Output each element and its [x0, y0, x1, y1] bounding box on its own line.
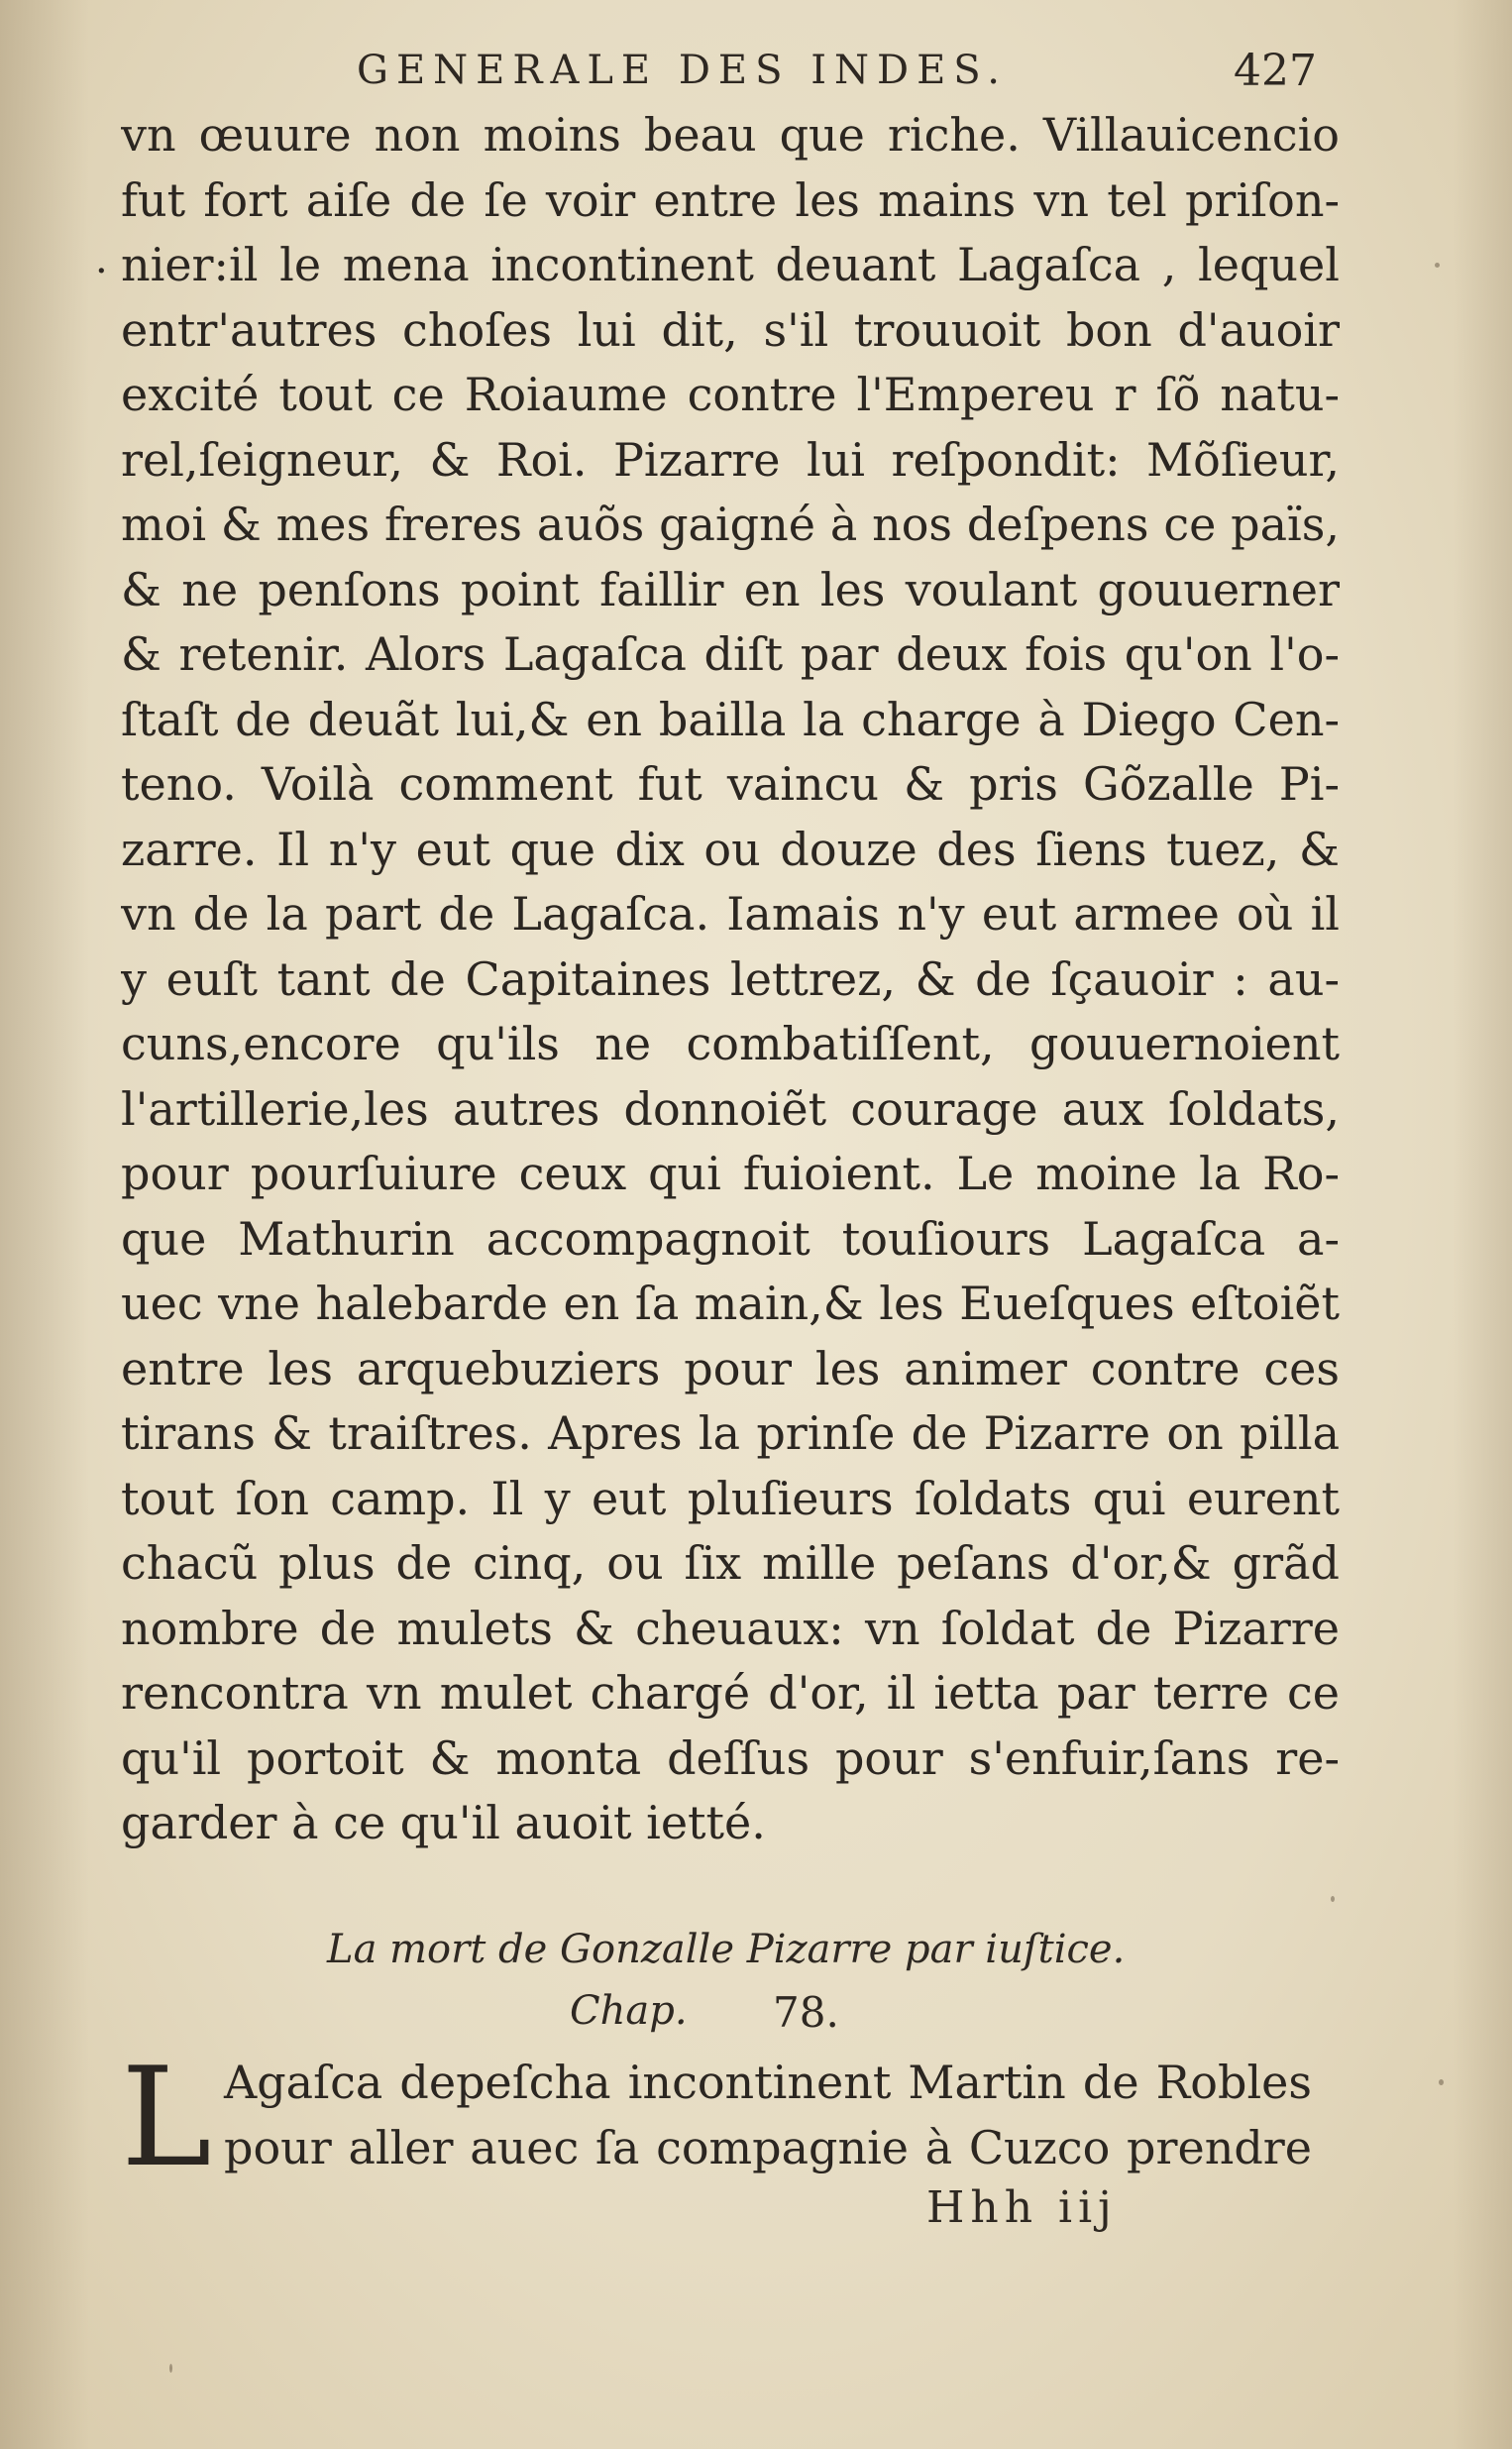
- text-line: y euſt tant de Capitaines lettrez, & de ſçauoir : au-: [121, 951, 1340, 1006]
- chapter-title: La mort de Gonzalle Pizarre par iuſtice.: [327, 1927, 1126, 1972]
- paper-speck: [1331, 1896, 1335, 1902]
- text-line: ſtaſt de deuãt lui,& en bailla la charge à Diego Cen-: [121, 692, 1340, 746]
- text-line: vn œuure non moins beau que riche. Villauicencio: [121, 108, 1340, 162]
- text-line: tirans & traiſtres. Apres la prinſe de Pizarre on pilla: [121, 1406, 1340, 1460]
- signature-mark: Hhh iij: [926, 2182, 1118, 2233]
- text-line: & retenir. Alors Lagaſca diſt par deux fois qu'on l'o-: [121, 627, 1340, 681]
- text-line: nombre de mulets & cheuaux: vn ſoldat de Pizarre: [121, 1601, 1340, 1655]
- text-line: & ne penſons point faillir en les voulant gouuerner: [121, 562, 1340, 616]
- paper-speck: [1435, 263, 1440, 268]
- text-line: fut fort aiſe de ſe voir entre les mains vn tel priſon-: [121, 172, 1340, 227]
- paper-speck: [1439, 2079, 1444, 2085]
- chapter-text: [224, 2050, 1312, 2180]
- page-number: 427: [1234, 46, 1317, 96]
- paper-speck: [169, 2364, 172, 2373]
- text-line: garder à ce qu'il auoit ietté.: [121, 1796, 766, 1849]
- text-line: moi & mes freres auõs gaigné à nos deſpens ce païs,: [121, 498, 1340, 551]
- body-text: [121, 103, 1340, 1856]
- text-line: Agaſca depeſcha incontinent Martin de Robles: [224, 2056, 1312, 2109]
- text-line: entre les arquebuziers pour les animer contre ces: [121, 1341, 1340, 1395]
- text-line: pour aller auec ſa compagnie à Cuzco prendre: [224, 2121, 1312, 2174]
- text-line: entr'autres choſes lui dit, s'il trouuoit bon d'auoir: [121, 302, 1340, 357]
- text-line: rencontra vn mulet chargé d'or, il ietta par terre ce: [121, 1666, 1340, 1720]
- text-line: teno. Voilà comment fut vaincu & pris Gõzalle Pi-: [121, 757, 1340, 811]
- text-line: l'artillerie,les autres donnoiẽt courage aux ſoldats,: [121, 1081, 1340, 1136]
- text-line: rel,ſeigneur, & Roi. Pizarre lui reſpondit: Mõſieur,: [121, 432, 1340, 487]
- text-line: excité tout ce Roiaume contre l'Empereu r ſõ natu-: [121, 368, 1340, 421]
- text-line: que Mathurin accompagnoit touſiours Lagaſca a-: [121, 1211, 1340, 1266]
- text-line: chacũ plus de cinq, ou ſix mille peſans d'or,& grãd: [121, 1536, 1340, 1590]
- text-line: qu'il portoit & monta deſſus pour s'enfuir,ſans re-: [121, 1730, 1340, 1785]
- text-line: nier:il le mena incontinent deuant Lagaſca , lequel: [121, 238, 1340, 291]
- text-line: uec vne halebarde en ſa main,& les Eueſques eſtoiẽt: [121, 1277, 1340, 1330]
- text-line: cuns,encore qu'ils ne combatiſſent, gouuernoient: [121, 1017, 1340, 1070]
- margin-mark: ·: [95, 249, 108, 294]
- chapter-number: 78.: [773, 1988, 839, 2037]
- running-title: GENERALE DES INDES.: [357, 48, 1008, 93]
- text-line: tout ſon camp. Il y eut pluſieurs ſoldats qui eurent: [121, 1471, 1340, 1525]
- text-line: vn de la part de Lagaſca. Iamais n'y eut armee où il: [121, 887, 1340, 941]
- text-line: pour pourſuiure ceux qui fuioient. Le moine la Ro-: [121, 1147, 1340, 1200]
- chapter-label: Chap.: [570, 1988, 688, 2034]
- drop-cap: L: [121, 2038, 212, 2197]
- text-line: zarre. Il n'y eut que dix ou douze des ſiens tuez, &: [121, 822, 1340, 876]
